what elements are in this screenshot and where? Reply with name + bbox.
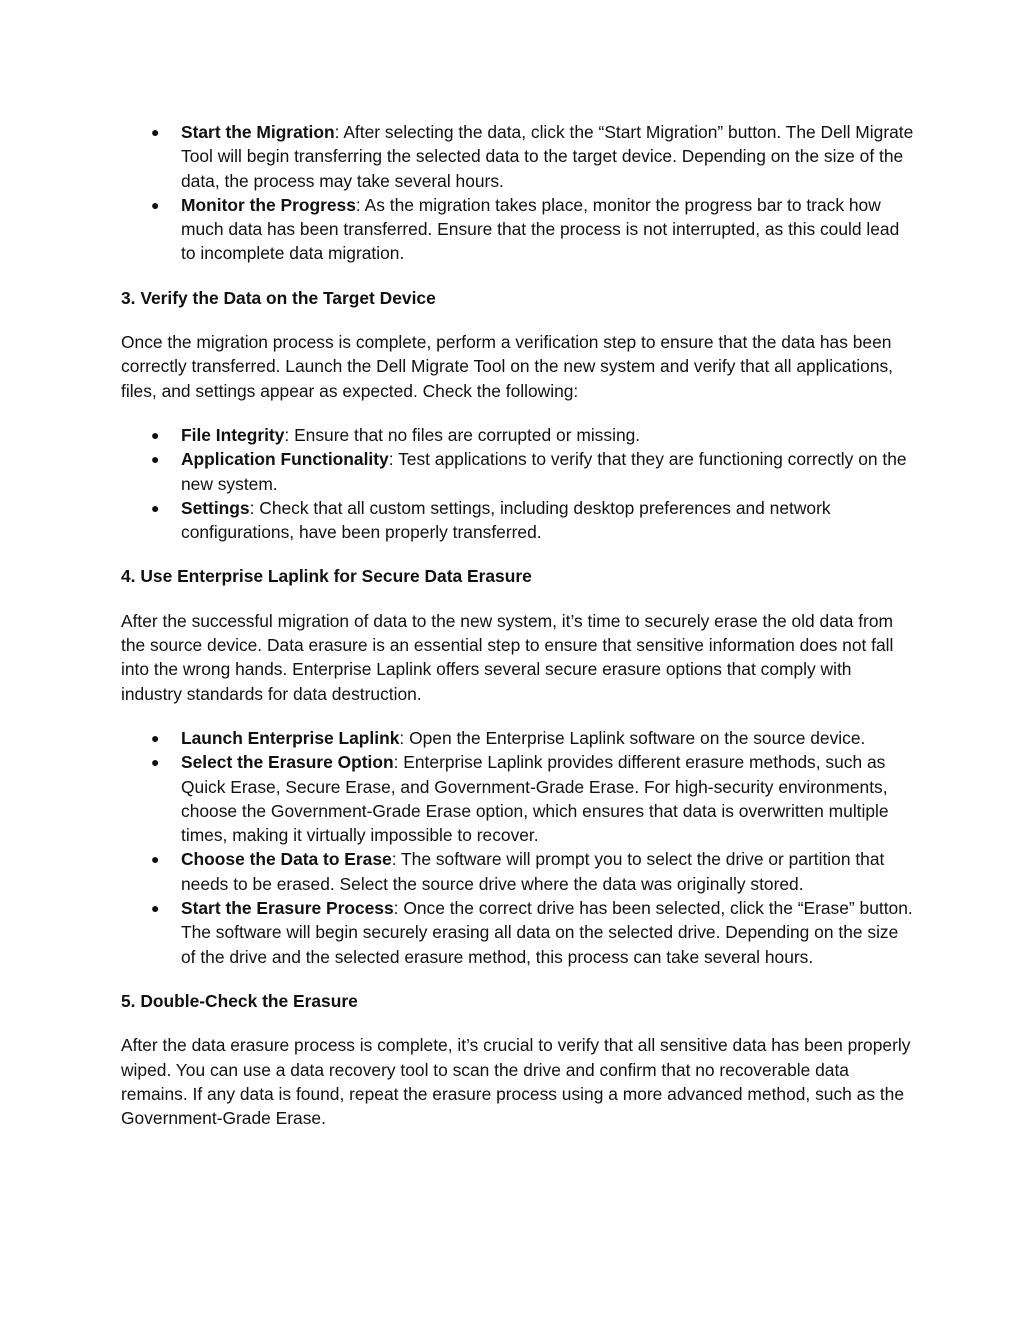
- bullet-term: File Integrity: [181, 424, 285, 445]
- list-item: [121, 750, 914, 847]
- bullet-icon: ●: [151, 851, 160, 868]
- bullet-term: Start the Migration: [181, 122, 335, 142]
- bullet-text: : As the migration takes place, monitor the progress bar to track how much data has been transferred. Ensure that the process is not interrupted, as this could lead to incomplete data migration.: [181, 194, 900, 264]
- list-item: [121, 496, 914, 545]
- bullet-text: : Check that all custom settings, including desktop preferences and network configurations, have been properly transferred.: [181, 497, 831, 543]
- bullet-icon: ●: [151, 754, 160, 771]
- erasure-bullet-list: [121, 726, 914, 969]
- bullet-text: : Enterprise Laplink provides different erasure methods, such as Quick Erase, Secure Erase, and Government-Grade Erase. For high-security environments, choose the Government-Grade Erase option, which ensures that data is overwritten multiple times, making it virtually impossible to recover.: [181, 752, 889, 846]
- bullet-text: : Open the Enterprise Laplink software on the source device.: [399, 727, 866, 748]
- section-paragraph-verify: Once the migration process is complete, perform a verification step to ensure that the data has been correctly transferred. Launch the Dell Migrate Tool on the new system and verify that all applications, files, and settings appear as expected. Check the following:: [121, 332, 894, 401]
- bullet-icon: ●: [151, 124, 160, 140]
- bullet-text: : Once the correct drive has been selected, click the “Erase” button. The software will begin securely erasing all data on the selected drive. Depending on the size of the drive and the selected erasure method, this process can take several hours.: [181, 898, 913, 967]
- list-item: [121, 423, 914, 447]
- section-paragraph-erasure: After the successful migration of data to the new system, it’s time to securely erase the old data from the source device. Data erasure is an essential step to ensure that sensitive information does not fall into the wrong hands. Enterprise Laplink offers several secure erasure options that comply with industry standards for data destruction.: [121, 610, 894, 704]
- bullet-text: : Ensure that no files are corrupted or missing.: [284, 424, 641, 445]
- bullet-icon: ●: [151, 900, 160, 917]
- bullet-term: Select the Erasure Option: [181, 752, 394, 773]
- bullet-text: : The software will prompt you to select the drive or partition that needs to be erased. Select the source drive where the data was originally stored.: [181, 849, 885, 894]
- list-item: [121, 193, 914, 266]
- section-heading-double-check: 5. Double-Check the Erasure: [121, 990, 358, 1011]
- list-item: [121, 896, 914, 969]
- verify-bullet-list: [121, 423, 914, 544]
- bullet-icon: ●: [151, 196, 160, 213]
- bullet-icon: ●: [151, 499, 160, 516]
- bullet-term: Monitor the Progress: [181, 194, 356, 215]
- bullet-term: Settings: [181, 497, 250, 518]
- intro-bullet-list: [121, 120, 914, 266]
- list-item: [121, 120, 914, 193]
- bullet-text: : Test applications to verify that they are functioning correctly on the new system.: [181, 449, 907, 494]
- list-item: [121, 847, 914, 896]
- list-item: [121, 726, 914, 750]
- bullet-text: : After selecting the data, click the “Start Migration” button. The Dell Migrate Tool will begin transferring the selected data to the target device. Depending on the size of the data, the process may take several hours.: [181, 122, 914, 191]
- section-heading-erasure: 4. Use Enterprise Laplink for Secure Data Erasure: [121, 566, 532, 587]
- bullet-term: Start the Erasure Process: [181, 898, 394, 919]
- bullet-icon: ●: [151, 451, 160, 468]
- bullet-term: Application Functionality: [181, 449, 389, 470]
- list-item: [121, 447, 914, 496]
- bullet-icon: ●: [151, 426, 160, 443]
- section-paragraph-double-check: After the data erasure process is complete, it’s crucial to verify that all sensitive data has been properly wiped. You can use a data recovery tool to scan the drive and confirm that no recoverable data remains. If any data is found, repeat the erasure process using a more advanced method, such as the Government-Grade Erase.: [121, 1035, 911, 1129]
- section-heading-verify: 3. Verify the Data on the Target Device: [121, 287, 436, 308]
- bullet-term: Choose the Data to Erase: [181, 849, 392, 870]
- bullet-icon: ●: [151, 729, 160, 746]
- bullet-term: Launch Enterprise Laplink: [181, 727, 400, 748]
